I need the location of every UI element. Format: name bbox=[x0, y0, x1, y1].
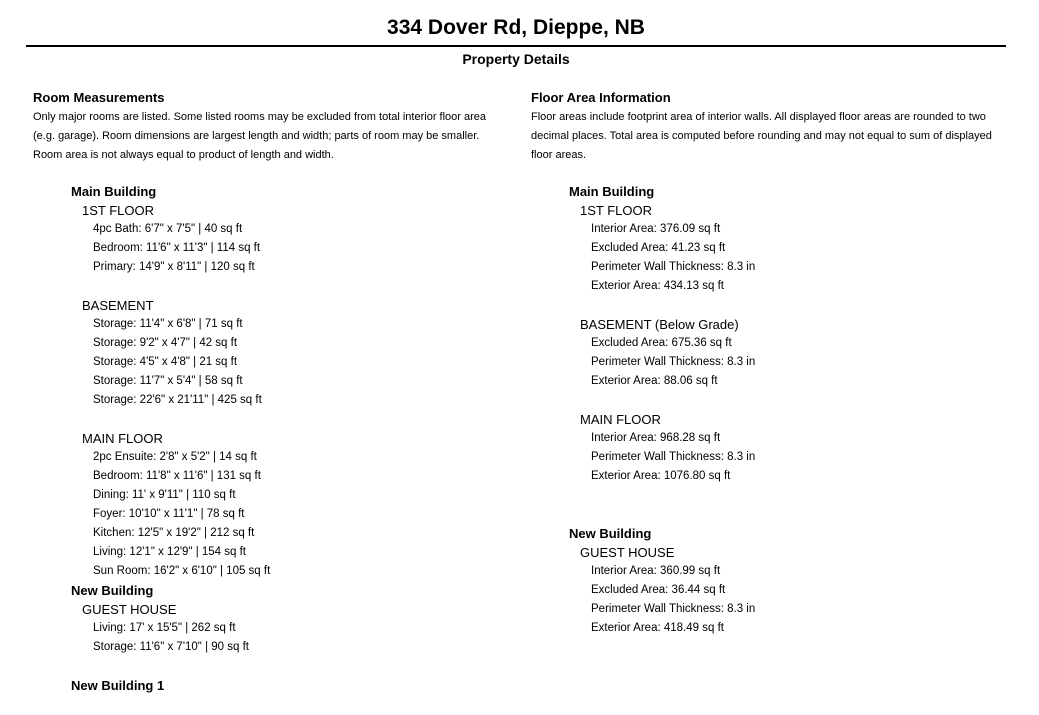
floor-name: MAIN FLOOR bbox=[580, 412, 661, 427]
spacer bbox=[569, 505, 1011, 524]
spacer bbox=[71, 410, 508, 429]
room-item: Kitchen: 12'5" x 19'2" | 212 sq ft bbox=[93, 527, 255, 539]
building-name: New Building bbox=[569, 526, 652, 541]
room-item: 4pc Bath: 6'7" x 7'5" | 40 sq ft bbox=[93, 223, 243, 235]
floor-name: MAIN FLOOR bbox=[82, 431, 163, 446]
room-measurements-description: Only major rooms are listed. Some listed rooms may be excluded from total interior floor area (e.g. garage). Room dimensions are largest length and width; parts of room may be smaller. Room area is not always equal to product of length and width. bbox=[33, 111, 487, 161]
floor-name: GUEST HOUSE bbox=[580, 545, 675, 560]
area-item: Perimeter Wall Thickness: 8.3 in bbox=[591, 356, 756, 368]
room-item: Living: 17' x 15'5" | 262 sq ft bbox=[93, 622, 236, 634]
room-item: Bedroom: 11'6" x 11'3" | 114 sq ft bbox=[93, 242, 261, 254]
area-item: Interior Area: 360.99 sq ft bbox=[591, 565, 721, 577]
floor-name: GUEST HOUSE bbox=[82, 602, 177, 617]
room-item: Primary: 14'9" x 8'11" | 120 sq ft bbox=[93, 261, 255, 273]
area-item: Perimeter Wall Thickness: 8.3 in bbox=[591, 603, 756, 615]
spacer bbox=[569, 391, 1011, 410]
room-measurements-tree bbox=[71, 182, 508, 695]
area-item: Interior Area: 376.09 sq ft bbox=[591, 223, 721, 235]
area-item: Excluded Area: 36.44 sq ft bbox=[591, 584, 726, 596]
floor-name: 1ST FLOOR bbox=[580, 203, 653, 218]
floor-area-description: Floor areas include footprint area of interior walls. All displayed floor areas are rounded to two decimal places. Total area is computed before rounding and may not equal to sum of displayed floor areas. bbox=[531, 111, 992, 161]
area-item: Exterior Area: 1076.80 sq ft bbox=[591, 470, 731, 482]
room-item: Dining: 11' x 9'11" | 110 sq ft bbox=[93, 489, 236, 501]
spacer bbox=[71, 657, 508, 676]
room-item: Sun Room: 16'2" x 6'10" | 105 sq ft bbox=[93, 565, 271, 577]
room-measurements-section bbox=[33, 89, 508, 695]
area-item: Excluded Area: 675.36 sq ft bbox=[591, 337, 732, 349]
page-subtitle: Property Details bbox=[462, 51, 570, 67]
building-name: Main Building bbox=[71, 184, 157, 199]
area-item: Interior Area: 968.28 sq ft bbox=[591, 432, 721, 444]
area-item: Exterior Area: 88.06 sq ft bbox=[591, 375, 718, 387]
room-item: Storage: 11'4" x 6'8" | 71 sq ft bbox=[93, 318, 243, 330]
floor-name: 1ST FLOOR bbox=[82, 203, 155, 218]
room-item: Storage: 11'7" x 5'4" | 58 sq ft bbox=[93, 375, 243, 387]
room-item: Storage: 4'5" x 4'8" | 21 sq ft bbox=[93, 356, 238, 368]
room-item: Storage: 11'6" x 7'10" | 90 sq ft bbox=[93, 641, 249, 653]
area-item: Exterior Area: 418.49 sq ft bbox=[591, 622, 724, 634]
area-item: Perimeter Wall Thickness: 8.3 in bbox=[591, 451, 756, 463]
page-title: 334 Dover Rd, Dieppe, NB bbox=[387, 16, 645, 39]
room-item: Storage: 9'2" x 4'7" | 42 sq ft bbox=[93, 337, 238, 349]
spacer bbox=[71, 277, 508, 296]
room-item: Storage: 22'6" x 21'11" | 425 sq ft bbox=[93, 394, 262, 406]
room-item: Living: 12'1" x 12'9" | 154 sq ft bbox=[93, 546, 246, 558]
building-name: New Building bbox=[71, 583, 154, 598]
room-item: Bedroom: 11'8" x 11'6" | 131 sq ft bbox=[93, 470, 261, 482]
room-item: 2pc Ensuite: 2'8" x 5'2" | 14 sq ft bbox=[93, 451, 257, 463]
area-item: Perimeter Wall Thickness: 8.3 in bbox=[591, 261, 756, 273]
floor-name: BASEMENT (Below Grade) bbox=[580, 317, 739, 332]
floor-area-section bbox=[531, 89, 1011, 638]
area-item: Exterior Area: 434.13 sq ft bbox=[591, 280, 724, 292]
area-item: Excluded Area: 41.23 sq ft bbox=[591, 242, 726, 254]
floor-area-tree bbox=[569, 182, 1011, 638]
room-item: Foyer: 10'10" x 11'1" | 78 sq ft bbox=[93, 508, 245, 520]
building-name: New Building 1 bbox=[71, 678, 165, 693]
floor-name: BASEMENT bbox=[82, 298, 154, 313]
spacer bbox=[569, 486, 1011, 505]
room-measurements-heading: Room Measurements bbox=[33, 90, 165, 105]
floor-area-heading: Floor Area Information bbox=[531, 90, 671, 105]
spacer bbox=[569, 296, 1011, 315]
building-name: Main Building bbox=[569, 184, 655, 199]
title-divider bbox=[26, 45, 1006, 47]
